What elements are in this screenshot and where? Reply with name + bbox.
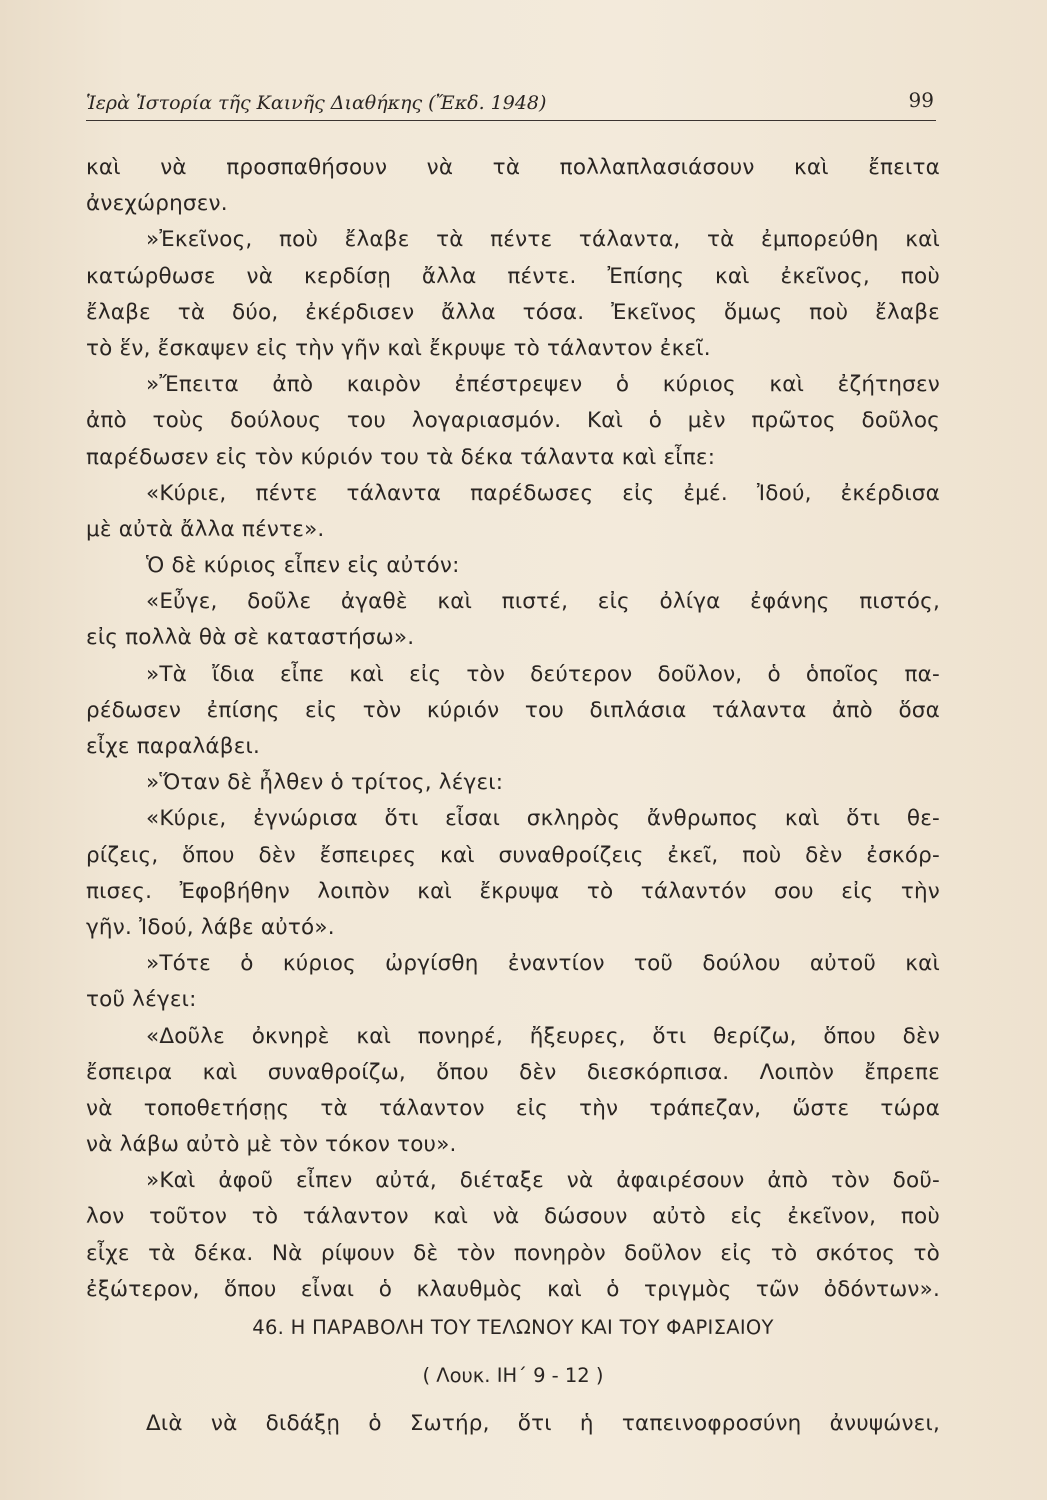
text-line: ἔσπειρα καὶ συναθροίζω, ὅπου δὲν διεσκόρπισα. Λοιπὸν ἔπρεπε — [86, 1059, 940, 1085]
body-text — [86, 150, 940, 1308]
scripture-reference: ( Λουκ. ΙΗ΄ 9 - 12 ) — [422, 1364, 604, 1387]
text-line: »Ὅταν δὲ ἦλθεν ὁ τρίτος, λέγει: — [146, 770, 504, 796]
text-line: ἐξώτερον, ὅπου εἶναι ὁ κλαυθμὸς καὶ ὁ τριγμὸς τῶν ὀδόντων». — [86, 1276, 940, 1302]
text-line: τὸ ἕν, ἔσκαψεν εἰς τὴν γῆν καὶ ἔκρυψε τὸ τάλαντον ἐκεῖ. — [86, 335, 711, 361]
section-text — [86, 1406, 940, 1442]
text-line: νὰ λάβω αὐτὸ μὲ τὸν τόκον του». — [86, 1132, 457, 1158]
text-line: »Καὶ ἀφοῦ εἶπεν αὐτά, διέταξε νὰ ἀφαιρέσουν ἀπὸ τὸν δοῦ- — [146, 1168, 940, 1194]
text-line: εἶχε παραλάβει. — [86, 734, 261, 759]
text-line: »Ἔπειτα ἀπὸ καιρὸν ἐπέστρεψεν ὁ κύριος καὶ ἐζήτησεν — [146, 372, 940, 398]
text-line: παρέδωσεν εἰς τὸν κύριόν του τὰ δέκα τάλαντα καὶ εἶπε: — [86, 444, 716, 470]
text-line: «Κύριε, ἐγνώρισα ὅτι εἶσαι σκληρὸς ἄνθρωπος καὶ ὅτι θε- — [146, 806, 940, 832]
text-line: εἶχε τὰ δέκα. Νὰ ρίψουν δὲ τὸν πονηρὸν δοῦλον εἰς τὸ σκότος τὸ — [86, 1240, 940, 1266]
text-line: ἔλαβε τὰ δύο, ἐκέρδισεν ἄλλα τόσα. Ἐκεῖνος ὅμως ποὺ ἔλαβε — [86, 299, 940, 325]
text-line: κατώρθωσε νὰ κερδίσῃ ἄλλα πέντε. Ἐπίσης καὶ ἐκεῖνος, ποὺ — [86, 263, 940, 289]
text-line: »Τότε ὁ κύριος ὠργίσθη ἐναντίον τοῦ δούλου αὐτοῦ καὶ — [146, 951, 940, 977]
page-number: 99 — [908, 88, 934, 112]
text-line: πισες. Ἐφοβήθην λοιπὸν καὶ ἔκρυψα τὸ τάλαντόν σου εἰς τὴν — [86, 878, 940, 904]
text-line: Ὁ δὲ κύριος εἶπεν εἰς αὐτόν: — [146, 553, 460, 579]
text-line: Διὰ νὰ διδάξῃ ὁ Σωτήρ, ὅτι ἡ ταπεινοφροσύνη ἀνυψώνει, — [146, 1411, 940, 1436]
text-line: »Ἐκεῖνος, ποὺ ἔλαβε τὰ πέντε τάλαντα, τὰ ἐμπορεύθη καὶ — [146, 227, 940, 253]
text-line: καὶ νὰ προσπαθήσουν νὰ τὰ πολλαπλασιάσουν καὶ ἔπειτα — [86, 155, 940, 180]
text-line: ρέδωσεν ἐπίσης εἰς τὸν κύριόν του διπλάσια τάλαντα ἀπὸ ὅσα — [86, 697, 940, 723]
text-line: ρίζεις, ὅπου δὲν ἔσπειρες καὶ συναθροίζεις ἐκεῖ, ποὺ δὲν ἐσκόρ- — [86, 842, 940, 868]
text-line: μὲ αὐτὰ ἄλλα πέντε». — [86, 516, 325, 542]
text-line: «Κύριε, πέντε τάλαντα παρέδωσες εἰς ἐμέ. Ἰδού, ἐκέρδισα — [146, 480, 940, 506]
text-line: νὰ τοποθετήσῃς τὰ τάλαντον εἰς τὴν τράπεζαν, ὥστε τώρα — [86, 1095, 940, 1121]
text-line: εἰς πολλὰ θὰ σὲ καταστήσω». — [86, 625, 415, 651]
text-line: γῆν. Ἰδού, λάβε αὐτό». — [86, 914, 335, 940]
section-heading: 46. Η ΠΑΡΑΒΟΛΗ ΤΟΥ ΤΕΛΩΝΟΥ ΚΑΙ ΤΟΥ ΦΑΡΙΣΑΙΟΥ — [252, 1316, 774, 1339]
running-header — [86, 84, 936, 121]
text-line: τοῦ λέγει: — [86, 987, 197, 1013]
text-line: ἀπὸ τοὺς δούλους του λογαριασμόν. Καὶ ὁ μὲν πρῶτος δοῦλος — [86, 408, 940, 434]
text-line: ἀνεχώρησεν. — [86, 191, 228, 217]
header-title: Ἱερὰ Ἱστορία τῆς Καινῆς Διαθήκης (Ἔκδ. 1948) — [86, 92, 547, 114]
text-line: λον τοῦτον τὸ τάλαντον καὶ νὰ δώσουν αὐτὸ εἰς ἐκεῖνον, ποὺ — [86, 1204, 940, 1230]
text-line: «Εὖγε, δοῦλε ἀγαθὲ καὶ πιστέ, εἰς ὀλίγα ἐφάνης πιστός, — [146, 589, 940, 615]
text-line: »Τὰ ἴδια εἶπε καὶ εἰς τὸν δεύτερον δοῦλον, ὁ ὁποῖος πα- — [146, 661, 940, 687]
text-line: «Δοῦλε ὀκνηρὲ καὶ πονηρέ, ἤξευρες, ὅτι θερίζω, ὅπου δὲν — [146, 1023, 940, 1049]
